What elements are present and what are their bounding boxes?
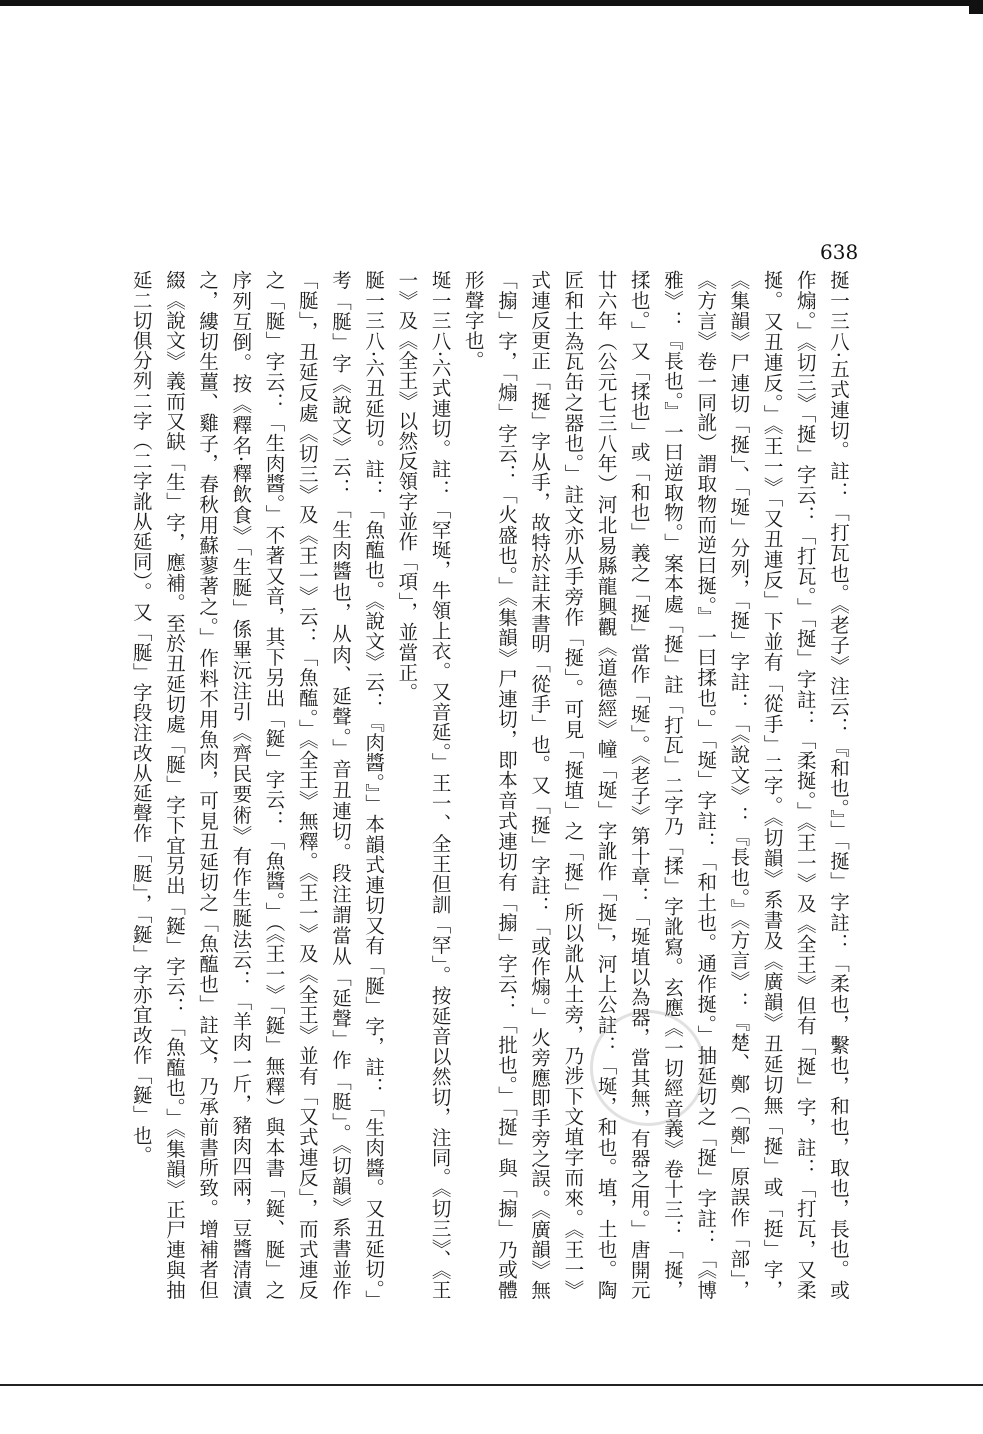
entry-ting: 挻一三八·五式連切。註：「打瓦也。《老子》注云：『和也。』」「挻」字註：「柔也，繫也，和也，取也，長也。或作煽。」《切三》「挻」字云：「打瓦。」「挻」字註：「柔挻。」《王一》及《全王》但有「挻」字，註：「打瓦，又柔挻。又丑連反。」《王一》「又丑連反」下並有「從手」二字。《切韻》系書及《廣韻》丑延切無「挻」或「挺」字，《集韻》尸連切「挻」、「埏」分列，「挻」字註：「《說文》：『長也。』《方言》：『楚、鄭（「鄭」原誤作「部」，《方言》卷一同訛）謂取物而逆曰挻。』一曰揉也。」「埏」字註：「和土也。通作挻。」抽延切之「挻」字註：「《博雅》：『長也。』一曰逆取物。」案本處「挻」註「打瓦」二字乃「揉」字訛寫。玄應《一切經音義》卷十三：「挻，揉也。」又「揉也」或「和也」義之「挻」當作「埏」。《老子》第十章：「埏埴以為器，當其無，有器之用。」唐開元廿六年（公元七三八年）河北易縣龍興觀《道德經》幢「埏」字訛作「挻」，河上公註：「埏，和也。埴，土也。陶匠和土為瓦缶之器也。」註文亦从手旁作「挻」。可見「挻埴」之「挻」所以訛从土旁，乃涉下文埴字而來。《王一》式連反更正「挻」字从手，故特於註末書明「從手」也。又「挻」字註：「或作煽。」火旁應即手旁之誤。《廣韻》無「搧」字，「煽」字云：「火盛也。」《集韻》尸連切，即本音式連切有「搧」字云：「批也。」「挻」與「搧」乃或體形聲字也。 [461,270,850,1300]
top-edge-rule [0,0,983,6]
text-body [125,270,855,1300]
bottom-edge-rule [0,1384,983,1386]
entry-chan: 脠一三八·六丑延切。註：「魚醢也。《說文》云：『肉醬。』」本韻式連切又有「脠」字，註：「生肉醬。又丑延切。」考「脠」字《說文》云：「生肉醬也，从肉、延聲。」音丑連切。段注謂當从「延聲」作「脡」。《切韻》系書並作「脠」，丑延反處《切三》及《王一》云：「魚醢。」《全王》無釋。《王一》及《全王》並有「又式連反」，而式連反之「脠」字云：「生肉醬。」不著又音，其下另出「鋋」字云：「魚醬。」（《王一》「鋋」無釋）與本書「鋋、脠」之序列互倒。按《釋名·釋飲食》「生脠」係畢沅注引《齊民要術》有作生脠法云：「羊肉一斤，豬肉四兩，豆醬清漬之，縷切生薑、雞子，春秋用蘇蓼著之。」作料不用魚肉，可見丑延切之「魚醢也」註文，乃承前書所致。增補者但綴《說文》義而又缺「生」字，應補。至於丑延切處「脠」字下宜另出「鋋」字云：「魚醢也。」《集韻》正尸連與抽延二切俱分列二字（二字訛从延同）。又「脠」字段注改从延聲作「脡」，「鋋」字亦宜改作「鋋」也。 [129,270,386,1300]
top-corner-mark [969,0,983,14]
page-number: 638 [820,240,859,264]
entry-shan: 埏一三八·六式連切。註：「罕埏，牛領上衣。又音延。」王一、全王但訓「罕」。按延音以然切，注同。《切三》、《王一》及《全王》以然反領字並作「項」，並當正。 [395,270,452,1300]
